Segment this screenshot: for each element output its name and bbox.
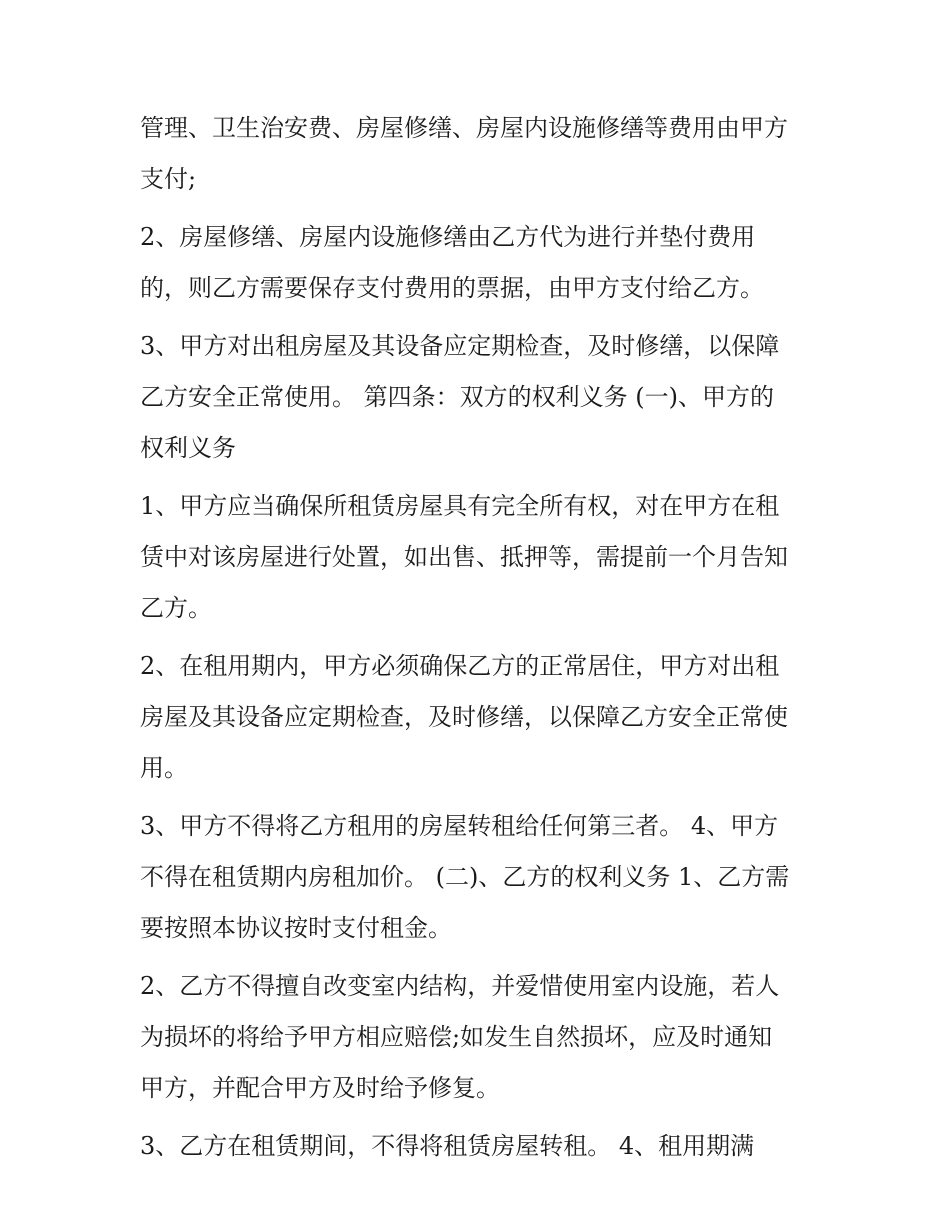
paragraph-ownership	[140, 481, 830, 634]
paragraph-structure	[140, 961, 830, 1114]
text-line: 房屋及其设备应定期检查，及时修缮，以保障乙方安全正常使	[140, 703, 788, 731]
text-line: 用。	[140, 754, 188, 782]
text-line: 2、在租用期内，甲方必须确保乙方的正常居住，甲方对出租	[140, 652, 780, 680]
paragraph-tenant-sublet	[140, 1121, 830, 1172]
text-line: 1、甲方应当确保所租赁房屋具有完全所有权，对在甲方在租	[140, 492, 780, 520]
text-line: 权利义务	[140, 434, 236, 462]
text-line: 乙方。	[140, 594, 212, 622]
text-line: 甲方，并配合甲方及时给予修复。	[140, 1074, 500, 1102]
text-line: 3、甲方不得将乙方租用的房屋转租给任何第三者。 4、甲方	[140, 812, 779, 840]
paragraph-sublet-rent	[140, 801, 830, 954]
text-line: 管理、卫生治安费、房屋修缮、房屋内设施修缮等费用由甲方	[140, 114, 788, 142]
text-line: 2、房屋修缮、房屋内设施修缮由乙方代为进行并垫付费用	[140, 223, 756, 251]
text-line: 3、乙方在租赁期间，不得将租赁房屋转租。 4、租用期满	[140, 1132, 755, 1160]
text-line: 为损坏的将给予甲方相应赔偿;如发生自然损坏，应及时通知	[140, 1023, 773, 1051]
paragraph-inspection	[140, 321, 830, 474]
text-line: 赁中对该房屋进行处置，如出售、抵押等，需提前一个月告知	[140, 543, 788, 571]
text-line: 乙方安全正常使用。 第四条：双方的权利义务 (一)、甲方的	[140, 383, 774, 411]
text-line: 2、乙方不得擅自改变室内结构，并爱惜使用室内设施，若人	[140, 972, 780, 1000]
text-line: 要按照本协议按时支付租金。	[140, 914, 452, 942]
text-line: 支付;	[140, 165, 197, 193]
text-line: 3、甲方对出租房屋及其设备应定期检查，及时修缮，以保障	[140, 332, 780, 360]
document-body	[140, 103, 830, 1172]
paragraph-residence	[140, 641, 830, 794]
paragraph-repair-advance	[140, 212, 830, 314]
paragraph-fees	[140, 103, 830, 205]
text-line: 的，则乙方需要保存支付费用的票据，由甲方支付给乙方。	[140, 274, 764, 302]
text-line: 不得在租赁期内房租加价。 (二)、乙方的权利义务 1、乙方需	[140, 863, 790, 891]
